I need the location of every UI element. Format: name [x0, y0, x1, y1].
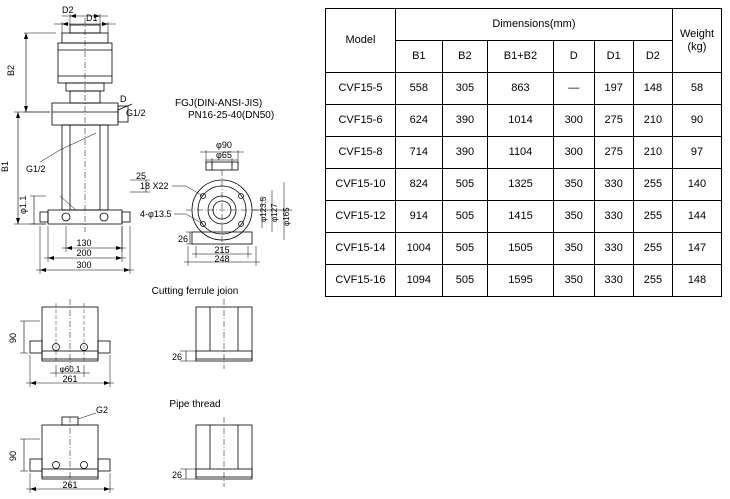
title-flange-sub: PN16-25-40(DN50)	[188, 110, 275, 121]
label-d1: D1	[86, 13, 98, 23]
cell-b1: 914	[395, 201, 442, 233]
dimensions-table-area	[325, 8, 722, 297]
cell-b1b2: 1595	[488, 265, 554, 297]
label-phi65: φ65	[216, 150, 232, 160]
header-b1-plus-b2: B1+B2	[488, 41, 554, 73]
cell-d2: 210	[633, 105, 672, 137]
cell-d1: 275	[594, 137, 633, 169]
label-130: 130	[76, 238, 92, 248]
label-phi123-5: φ123.5	[259, 196, 268, 222]
label-ferrule-26: 26	[172, 352, 183, 362]
label-248: 248	[214, 254, 230, 264]
cell-d1: 330	[594, 265, 633, 297]
label-18x22: 18 X22	[140, 181, 169, 191]
upper-drawings	[0, 0, 325, 290]
label-25: 25	[136, 171, 147, 181]
header-weight-line1: Weight	[679, 28, 715, 41]
title-pipe-thread: Pipe thread	[169, 399, 221, 410]
label-phi127: φ127	[270, 203, 279, 222]
label-d2: D2	[62, 5, 74, 15]
cell-d2: 255	[633, 265, 672, 297]
cell-d1: 330	[594, 169, 633, 201]
lower-drawings	[0, 285, 325, 499]
cell-b1b2: 1325	[488, 169, 554, 201]
cell-b1: 1004	[395, 233, 442, 265]
cell-d: 350	[553, 265, 594, 297]
cell-b1: 1094	[395, 265, 442, 297]
cell-model: CVF15-16	[326, 265, 396, 297]
header-d1: D1	[594, 41, 633, 73]
label-phi165: φ165	[282, 207, 291, 226]
title-ferrule: Cutting ferrule joion	[151, 286, 239, 297]
cell-weight: 58	[672, 73, 721, 105]
lower-drawings-svg	[0, 285, 325, 499]
cell-model: CVF15-5	[326, 73, 396, 105]
cell-d: 300	[553, 137, 594, 169]
cell-d: —	[553, 73, 594, 105]
header-dimensions-group: Dimensions(mm)	[395, 9, 672, 41]
cell-b1: 714	[395, 137, 442, 169]
cell-d2: 255	[633, 201, 672, 233]
cell-d: 350	[553, 201, 594, 233]
table-row	[326, 105, 722, 137]
cell-b2: 505	[442, 233, 487, 265]
table-row	[326, 137, 722, 169]
label-pipe-90: 90	[8, 450, 18, 461]
dimensions-table-body	[326, 73, 722, 297]
cell-d: 300	[553, 105, 594, 137]
label-d: D	[120, 94, 127, 104]
cell-b2: 505	[442, 201, 487, 233]
label-ferrule-261: 261	[62, 374, 78, 384]
label-4-phi13-5: 4-φ13.5	[140, 209, 172, 219]
pump-drawings	[0, 0, 325, 499]
label-phi60-1: φ60.1	[59, 365, 81, 374]
header-b2: B2	[442, 41, 487, 73]
cell-b2: 390	[442, 137, 487, 169]
cell-d1: 330	[594, 201, 633, 233]
cell-model: CVF15-6	[326, 105, 396, 137]
cell-weight: 140	[672, 169, 721, 201]
cell-b2: 305	[442, 73, 487, 105]
cell-weight: 147	[672, 233, 721, 265]
cell-weight: 144	[672, 201, 721, 233]
cell-b2: 505	[442, 265, 487, 297]
cell-model: CVF15-14	[326, 233, 396, 265]
cell-model: CVF15-10	[326, 169, 396, 201]
label-top-26: 26	[178, 234, 189, 244]
cell-d: 350	[553, 169, 594, 201]
cell-b1b2: 863	[488, 73, 554, 105]
table-row	[326, 73, 722, 105]
header-b1: B1	[395, 41, 442, 73]
label-200: 200	[76, 248, 92, 258]
cell-b2: 505	[442, 169, 487, 201]
header-d: D	[553, 41, 594, 73]
label-300: 300	[76, 260, 92, 270]
label-b2: B2	[6, 64, 16, 76]
cell-model: CVF15-12	[326, 201, 396, 233]
label-ferrule-90: 90	[8, 332, 18, 343]
label-b1: B1	[0, 160, 10, 172]
cell-b1: 624	[395, 105, 442, 137]
cell-weight: 90	[672, 105, 721, 137]
cell-model: CVF15-8	[326, 137, 396, 169]
label-215: 215	[214, 245, 230, 255]
cell-weight: 148	[672, 265, 721, 297]
cell-b1b2: 1505	[488, 233, 554, 265]
title-flange: FGJ(DIN-ANSI-JIS)	[175, 98, 263, 109]
table-row	[326, 233, 722, 265]
header-d2: D2	[633, 41, 672, 73]
header-weight	[672, 9, 721, 73]
label-pipe-26: 26	[172, 470, 183, 480]
dimensions-table	[325, 8, 722, 297]
table-row	[326, 265, 722, 297]
cell-b1b2: 1415	[488, 201, 554, 233]
cell-d2: 255	[633, 233, 672, 265]
cell-d1: 197	[594, 73, 633, 105]
header-model: Model	[326, 9, 396, 73]
label-g2: G2	[96, 405, 109, 415]
table-row	[326, 169, 722, 201]
label-g-top: G1/2	[126, 108, 146, 118]
cell-weight: 97	[672, 137, 721, 169]
cell-b2: 390	[442, 105, 487, 137]
cell-d2: 255	[633, 169, 672, 201]
cell-d2: 210	[633, 137, 672, 169]
label-pipe-261: 261	[62, 480, 78, 490]
label-phi1-1: φ1.1	[18, 195, 28, 214]
cell-b1b2: 1014	[488, 105, 554, 137]
label-g-bottom: G1/2	[26, 164, 46, 174]
cell-b1: 824	[395, 169, 442, 201]
table-row	[326, 201, 722, 233]
cell-b1b2: 1104	[488, 137, 554, 169]
cell-d2: 148	[633, 73, 672, 105]
header-weight-line2: (kg)	[687, 40, 707, 53]
cell-b1: 558	[395, 73, 442, 105]
cell-d1: 275	[594, 105, 633, 137]
cell-d: 350	[553, 233, 594, 265]
cell-d1: 330	[594, 233, 633, 265]
label-phi90: φ90	[216, 140, 232, 150]
